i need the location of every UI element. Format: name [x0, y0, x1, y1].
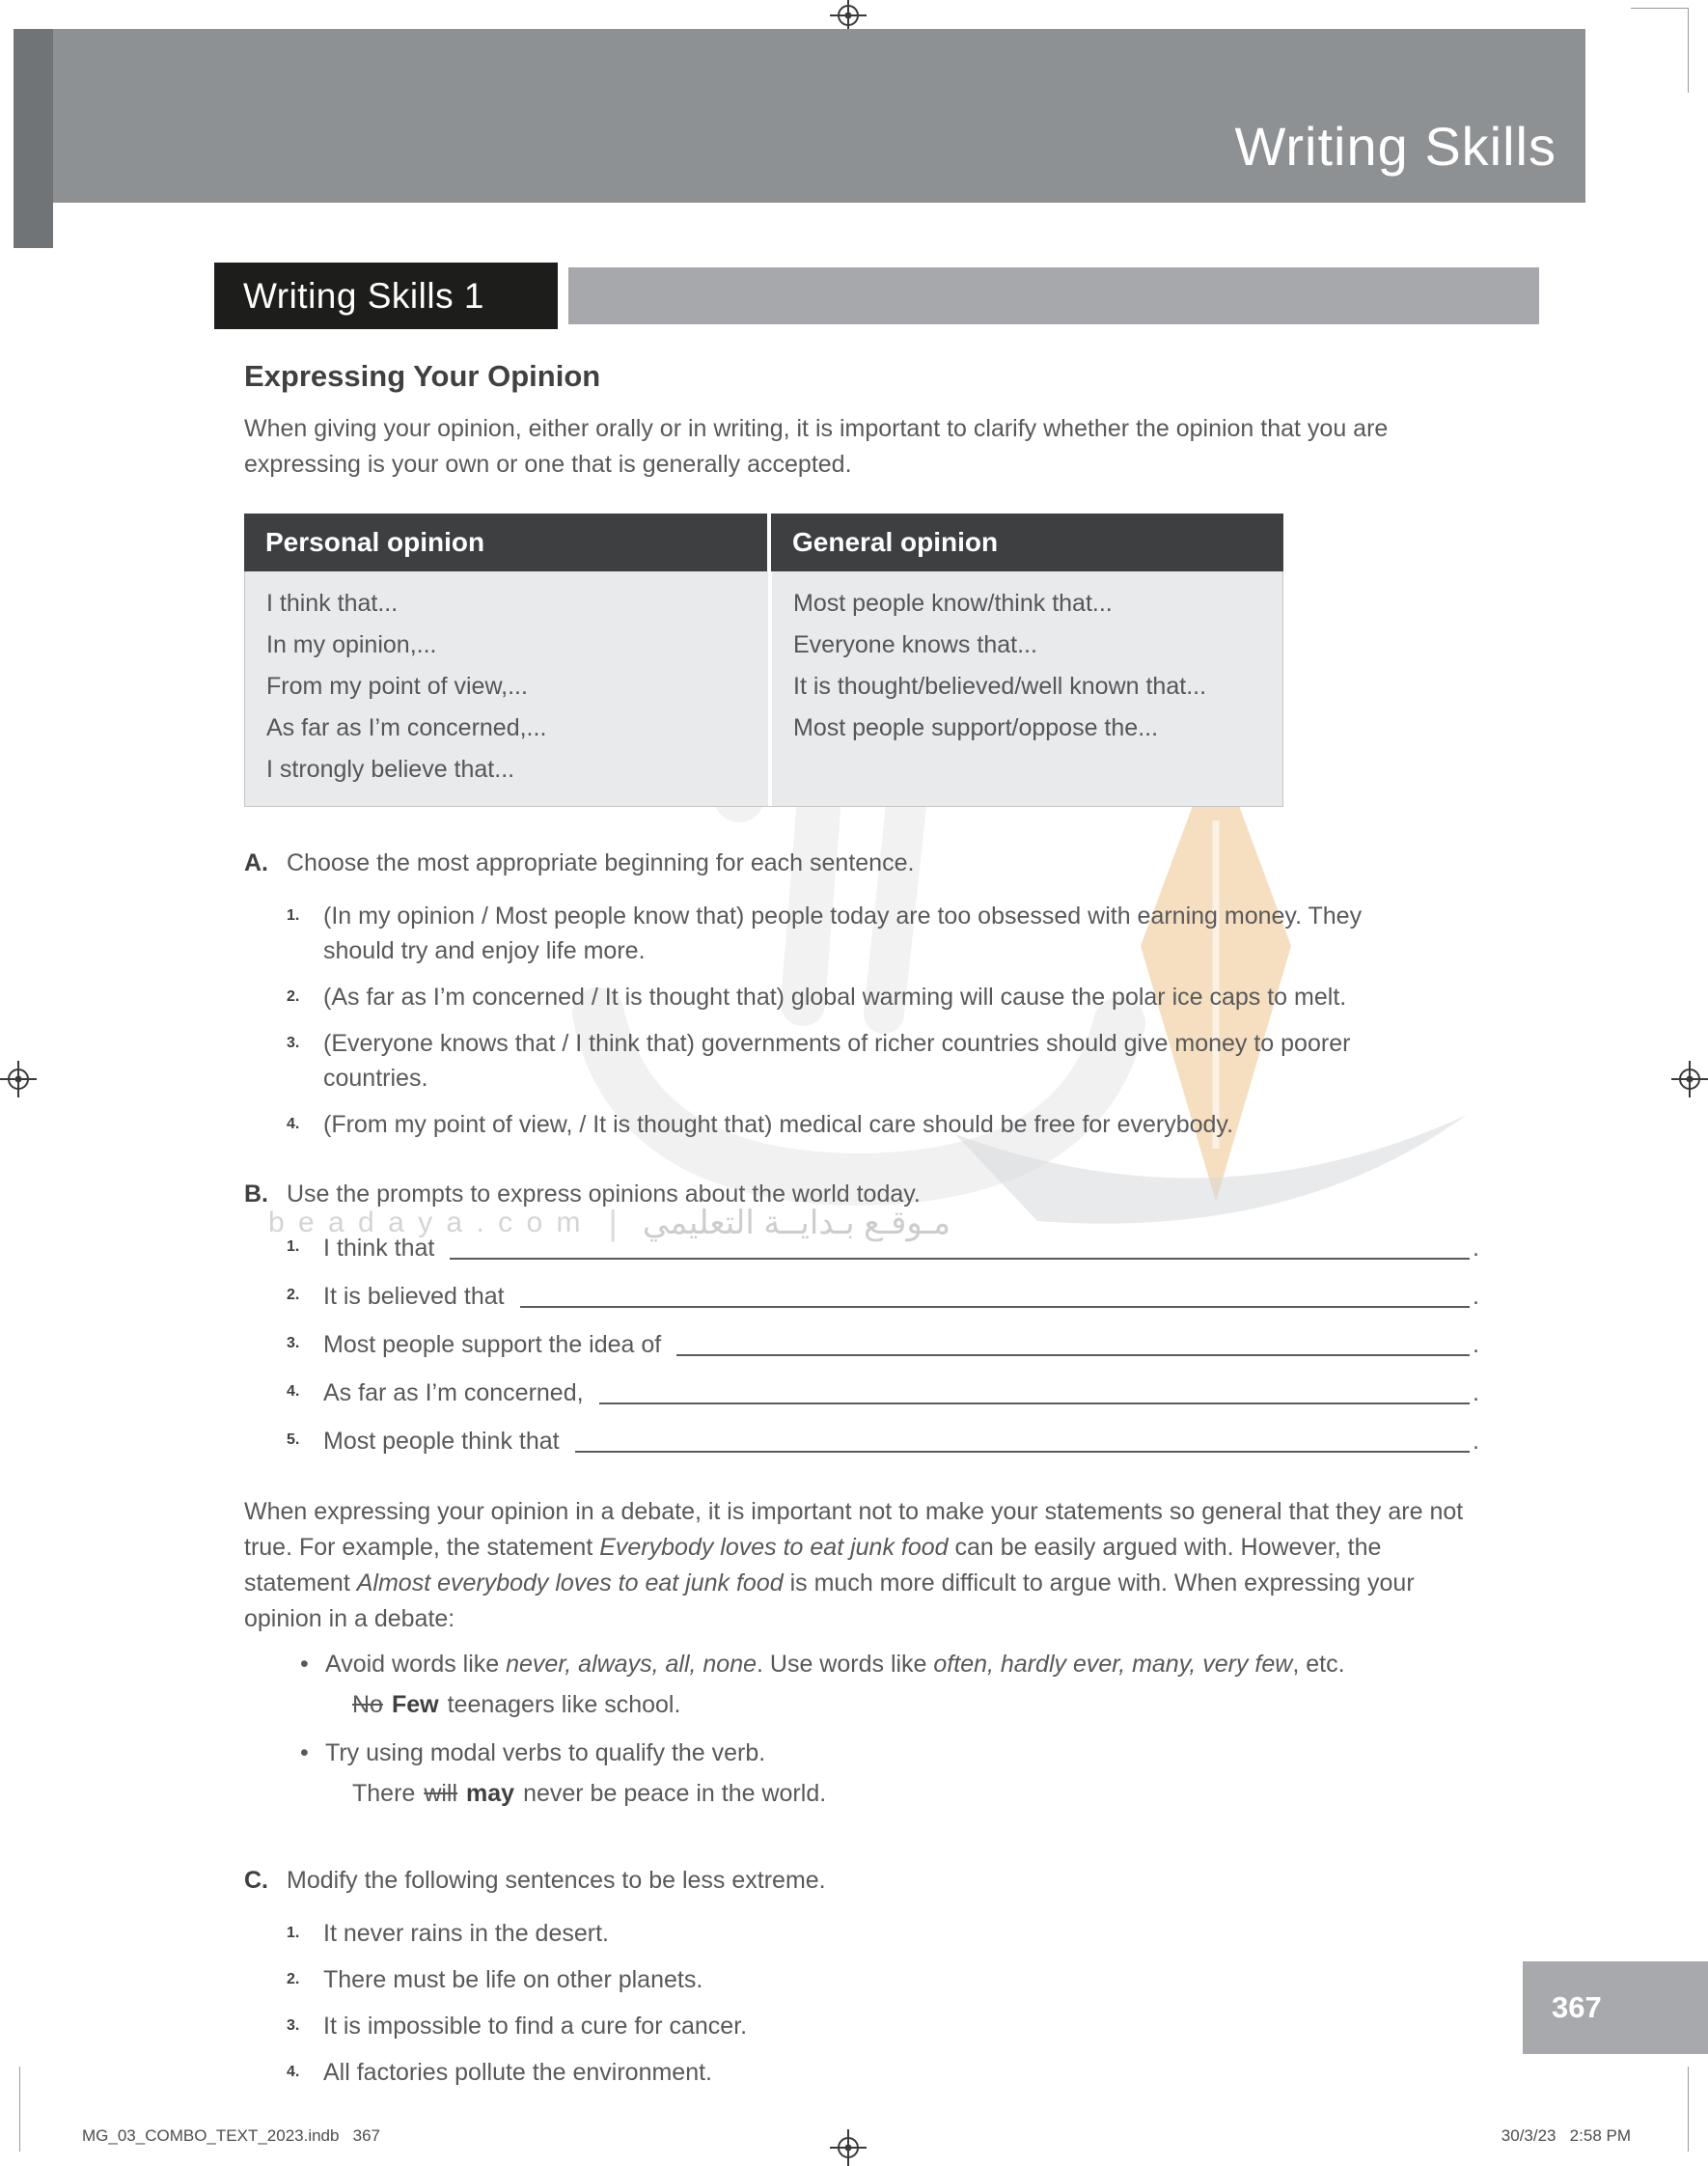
item-text: (In my opinion / Most people know that) people today are too obsessed with earning money. They should try and enjoy life more.	[323, 902, 1363, 964]
exercise-a-item	[244, 899, 1479, 968]
item-number: 4.	[287, 2064, 300, 2080]
tip-text: Try using modal verbs to qualify the verb.	[325, 1739, 766, 1766]
exercise-c-item	[244, 1962, 1479, 1997]
item-text: (From my point of view, / It is thought that) medical care should be free for everybody.	[323, 1111, 1234, 1138]
sentence-period: .	[1473, 1235, 1479, 1262]
item-text: It is impossible to find a cure for cancer.	[323, 2013, 748, 2040]
exercise-b-item	[244, 1375, 1479, 1409]
page-content	[244, 359, 1479, 2101]
answer-blank-line	[575, 1428, 1470, 1453]
tip-italic-words: never, always, all, none	[506, 1651, 758, 1678]
table-header-personal-opinion: Personal opinion	[244, 514, 767, 571]
tip-text-part: Avoid words like	[325, 1651, 507, 1678]
exercise-c-label: C.	[244, 1867, 268, 1894]
debate-text: is much more difficult to argue with. When expressing your opinion in a debate:	[244, 1569, 1415, 1632]
table-header-general-opinion: General opinion	[771, 514, 1283, 571]
watermark-site-name: b e a d a y a . c o m	[268, 1207, 584, 1238]
personal-opinion-column	[245, 571, 768, 806]
item-number: 2.	[287, 988, 300, 1005]
debate-text: can be easily argued with. However, the statement	[244, 1534, 1382, 1597]
opinion-table-body	[244, 571, 1283, 807]
exercise-a	[244, 849, 1479, 1142]
exercise-a-heading	[244, 849, 1479, 877]
exercise-c	[244, 1867, 1479, 2090]
exercise-b-item	[244, 1423, 1479, 1458]
section-header-bar	[568, 267, 1539, 324]
exercise-b	[244, 1180, 1479, 1458]
tip-example-1	[244, 1687, 1479, 1722]
struck-word: No	[352, 1691, 383, 1718]
item-number: 4.	[287, 1383, 300, 1400]
exercise-b-label: B.	[244, 1180, 268, 1208]
example-rest: never be peace in the world.	[523, 1780, 827, 1807]
registration-mark-icon	[1671, 1061, 1708, 1097]
table-cell: Most people know/think that...	[793, 590, 1113, 617]
item-prompt: It is believed that	[323, 1283, 505, 1310]
item-text: (As far as I’m concerned / It is thought that) global warming will cause the polar ice caps to melt.	[323, 984, 1347, 1011]
table-cell: Everyone knows that...	[793, 631, 1037, 658]
replacement-word: Few	[391, 1691, 439, 1718]
tip-italic-words: often, hardly ever, many, very few	[933, 1651, 1293, 1678]
registration-mark-icon	[830, 2129, 867, 2166]
answer-blank-line	[520, 1283, 1470, 1308]
general-opinion-column	[772, 571, 1282, 806]
sentence-period: .	[1473, 1283, 1479, 1310]
exercise-b-item	[244, 1326, 1479, 1361]
watermark-arabic-text: مـوقـع بـدايــة التعليمي	[642, 1205, 951, 1241]
section-title: Writing Skills 1	[243, 276, 484, 316]
chapter-banner	[53, 29, 1585, 203]
tip-text-part: , etc.	[1292, 1651, 1345, 1678]
crop-mark	[1688, 8, 1689, 93]
debate-italic-example: Everybody loves to eat junk food	[599, 1534, 949, 1561]
lesson-heading: Expressing Your Opinion	[244, 359, 601, 393]
crop-mark	[19, 2067, 20, 2152]
item-text: It never rains in the desert.	[323, 1920, 609, 1947]
sentence-period: .	[1473, 1379, 1479, 1406]
debate-note	[244, 1494, 1472, 1637]
watermark-divider: |	[608, 1203, 618, 1242]
exercise-b-item	[244, 1278, 1479, 1313]
item-number: 1.	[287, 907, 300, 924]
exercise-b-heading	[244, 1180, 1479, 1208]
item-number: 4.	[287, 1116, 300, 1132]
crop-mark	[1688, 2067, 1689, 2152]
item-text: (Everyone knows that / I think that) governments of richer countries should give money to poorer countries.	[323, 1030, 1351, 1092]
debate-italic-example: Almost everybody loves to eat junk food	[356, 1569, 784, 1597]
tip-text	[325, 1647, 1345, 1681]
exercise-a-label: A.	[244, 849, 268, 876]
exercise-a-item	[244, 1107, 1479, 1142]
section-header	[214, 263, 558, 329]
registration-mark-icon	[0, 1061, 37, 1097]
tip-text-part: . Use words like	[757, 1651, 934, 1678]
exercise-c-item	[244, 2055, 1479, 2090]
table-cell: I think that...	[266, 590, 399, 617]
item-number: 1.	[287, 1925, 300, 1941]
tip-bullet-1	[244, 1647, 1479, 1681]
print-timestamp: 30/3/23 2:58 PM	[1501, 2126, 1631, 2145]
item-text: All factories pollute the environment.	[323, 2059, 712, 2086]
item-prompt: I think that	[323, 1235, 435, 1262]
item-number: 3.	[287, 2017, 300, 2034]
exercise-c-item	[244, 2009, 1479, 2043]
answer-blank-line	[599, 1379, 1470, 1404]
exercise-b-item	[244, 1230, 1479, 1264]
table-cell: It is thought/believed/well known that...	[793, 673, 1207, 700]
item-prompt: As far as I’m concerned,	[323, 1379, 584, 1406]
sentence-period: .	[1473, 1428, 1479, 1455]
bullet-icon: •	[300, 1651, 309, 1678]
example-lead: There	[352, 1780, 416, 1807]
item-number: 3.	[287, 1035, 300, 1051]
table-cell: As far as I’m concerned,...	[266, 714, 547, 741]
page-corner-block	[14, 29, 53, 248]
exercise-a-item	[244, 980, 1479, 1014]
item-number: 2.	[287, 1287, 300, 1303]
item-prompt: Most people support the idea of	[323, 1331, 662, 1358]
exercise-c-heading	[244, 1867, 1479, 1895]
exercise-c-title: Modify the following sentences to be less extreme.	[287, 1867, 826, 1894]
replacement-word: may	[466, 1780, 515, 1807]
item-number: 5.	[287, 1431, 300, 1448]
table-cell: I strongly believe that...	[266, 756, 515, 783]
table-cell: Most people support/oppose the...	[793, 714, 1159, 741]
table-cell: In my opinion,...	[266, 631, 437, 658]
exercise-b-title: Use the prompts to express opinions about the world today.	[287, 1180, 921, 1208]
example-rest: teenagers like school.	[447, 1691, 681, 1718]
item-prompt: Most people think that	[323, 1428, 560, 1455]
tip-example-2	[244, 1776, 1479, 1811]
debate-text: When expressing your opinion in a debate, it is important not to make your statements so general that they are not true. For example, the statement	[244, 1498, 1464, 1561]
exercise-c-item	[244, 1916, 1479, 1951]
crop-mark	[1631, 8, 1689, 9]
opinion-table-header-row	[244, 514, 1283, 571]
opinion-table	[244, 514, 1283, 807]
lesson-intro: When giving your opinion, either orally or in writing, it is important to clarify whether the opinion that you are expressing is your own or one that is generally accepted.	[244, 415, 1389, 478]
page-number: 367	[1552, 1990, 1602, 2024]
item-text: There must be life on other planets.	[323, 1966, 703, 1993]
struck-word: will	[424, 1780, 458, 1807]
answer-blank-line	[676, 1331, 1470, 1356]
chapter-title: Writing Skills	[1234, 116, 1556, 177]
exercise-a-title: Choose the most appropriate beginning for each sentence.	[287, 849, 915, 876]
sentence-period: .	[1473, 1331, 1479, 1358]
bullet-icon: •	[300, 1739, 309, 1766]
exercise-a-item	[244, 1026, 1479, 1096]
item-number: 3.	[287, 1335, 300, 1351]
answer-blank-line	[450, 1235, 1470, 1260]
item-number: 2.	[287, 1971, 300, 1987]
table-cell: From my point of view,...	[266, 673, 528, 700]
print-file-info: MG_03_COMBO_TEXT_2023.indb 367	[82, 2126, 380, 2145]
tip-bullet-2	[244, 1736, 1479, 1770]
item-number: 1.	[287, 1238, 300, 1255]
page-number-box	[1523, 1961, 1708, 2054]
